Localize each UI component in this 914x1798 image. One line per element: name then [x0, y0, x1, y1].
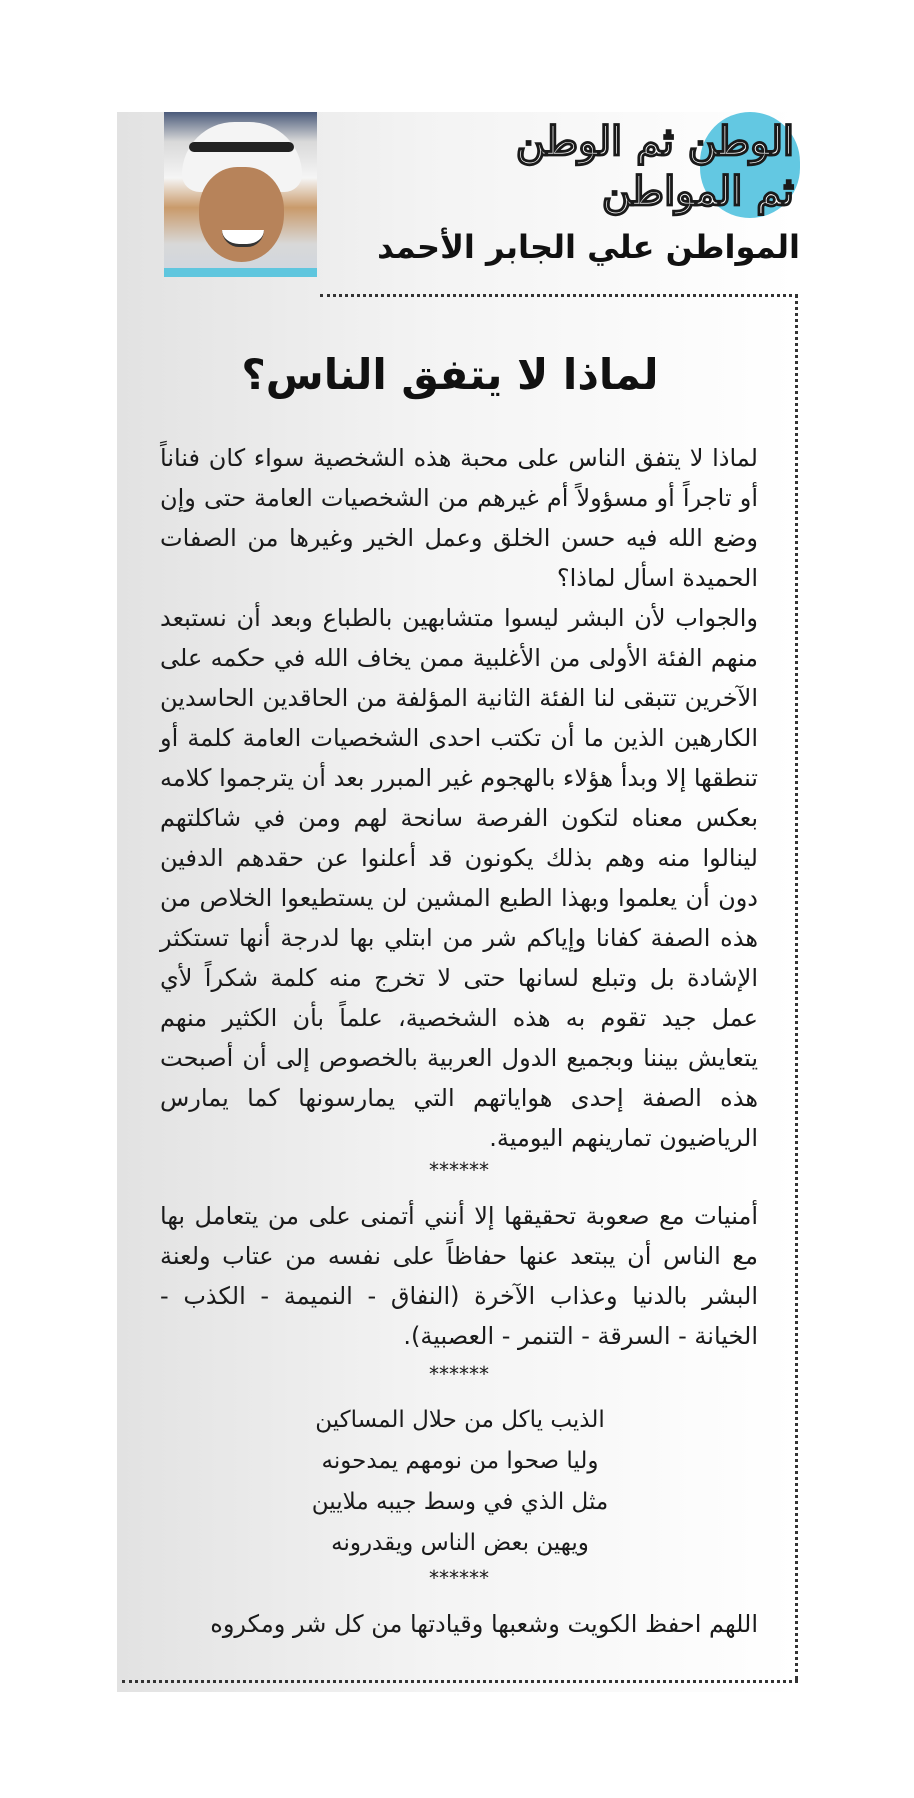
article-paragraph-3: أمنيات مع صعوبة تحقيقها إلا أنني أتمنى على من يتعامل بها مع الناس أن يبتعد عنها حفاظاً على نفسه من عتاب ولعنة البشر بالدنيا وعذاب الآخرة (النفاق - النميمة - الكذب - الخيانة - السرقة - التنمر - العصبية).	[160, 1202, 758, 1350]
section-separator: ******	[429, 1158, 489, 1182]
agal-shape	[189, 142, 294, 152]
poem-block	[260, 1400, 660, 1564]
frame-right-border	[795, 294, 798, 1680]
frame-top-border	[320, 294, 798, 297]
article-paragraph-2: والجواب لأن البشر ليسوا متشابهين بالطباع وبعد أن نستبعد منهم الفئة الأولى من الأغلبية ممن يخاف الله في حكمه على الآخرين تتبقى لنا الفئة الثانية المؤلفة من الحاقدين الحاسدين الكارهين الذين ما أن تكتب احدى الشخصيات العامة كلمة أو تنطقها إلا وبدأ هؤلاء بالهجوم غير المبرر بعد أن يترجموا كلامه بعكس معناه لتكون الفرصة سانحة لهم ومن في شاكلتهم لينالوا منه وهم بذلك يكونون قد أعلنوا عن حقدهم الدفين دون أن يعلموا وبهذا الطبع المشين لن يستطيعوا الخلاص من هذه الصفة كفانا وإياكم شر من ابتلي بها لدرجة أنها تستكثر الإشادة بل وتبلع لسانها حتى لا تخرج منه كلمة شكراً لأي عمل جيد تقوم به هذه الشخصية، علماً بأن الكثير منهم يتعايش بيننا وبجميع الدول العربية بالخصوص إلى أن أصبحت هذه الصفة إحدى هواياتهم التي يمارسونها كما يمارس الرياضيون تمارينهم اليومية.	[160, 604, 758, 1152]
article-headline: لماذا لا يتفق الناس؟	[241, 350, 659, 399]
closing-prayer: اللهم احفظ الكويت وشعبها وقيادتها من كل شر ومكروه	[210, 1610, 758, 1638]
article-paragraph-1: لماذا لا يتفق الناس على محبة هذه الشخصية سواء كان فناناً أو تاجراً أو مسؤولاً أم غيرهم من الشخصيات العامة حتى وإن وضع الله فيه حسن الخلق وعمل الخير وغيرها من الصفات الحميدة اسأل لماذا؟	[160, 444, 758, 592]
frame-bottom-border	[122, 1680, 798, 1683]
column-title-line2: ثم المواطن	[601, 168, 794, 215]
section-separator: ******	[429, 1362, 489, 1386]
author-photo	[164, 112, 317, 277]
poem-line: وليا صحوا من نومهم يمدحونه	[321, 1448, 599, 1474]
poem-line: ويهين بعض الناس ويقدرونه	[331, 1530, 589, 1556]
section-separator: ******	[429, 1566, 489, 1590]
poem-line: مثل الذي في وسط جيبه ملايين	[311, 1489, 609, 1515]
author-name: المواطن علي الجابر الأحمد	[377, 228, 800, 266]
column-title-line1: الوطن ثم الوطن	[515, 118, 794, 165]
photo-accent-bar	[164, 268, 317, 277]
poem-line: الذيب ياكل من حلال المساكين	[315, 1407, 605, 1433]
face-shape	[199, 167, 284, 262]
